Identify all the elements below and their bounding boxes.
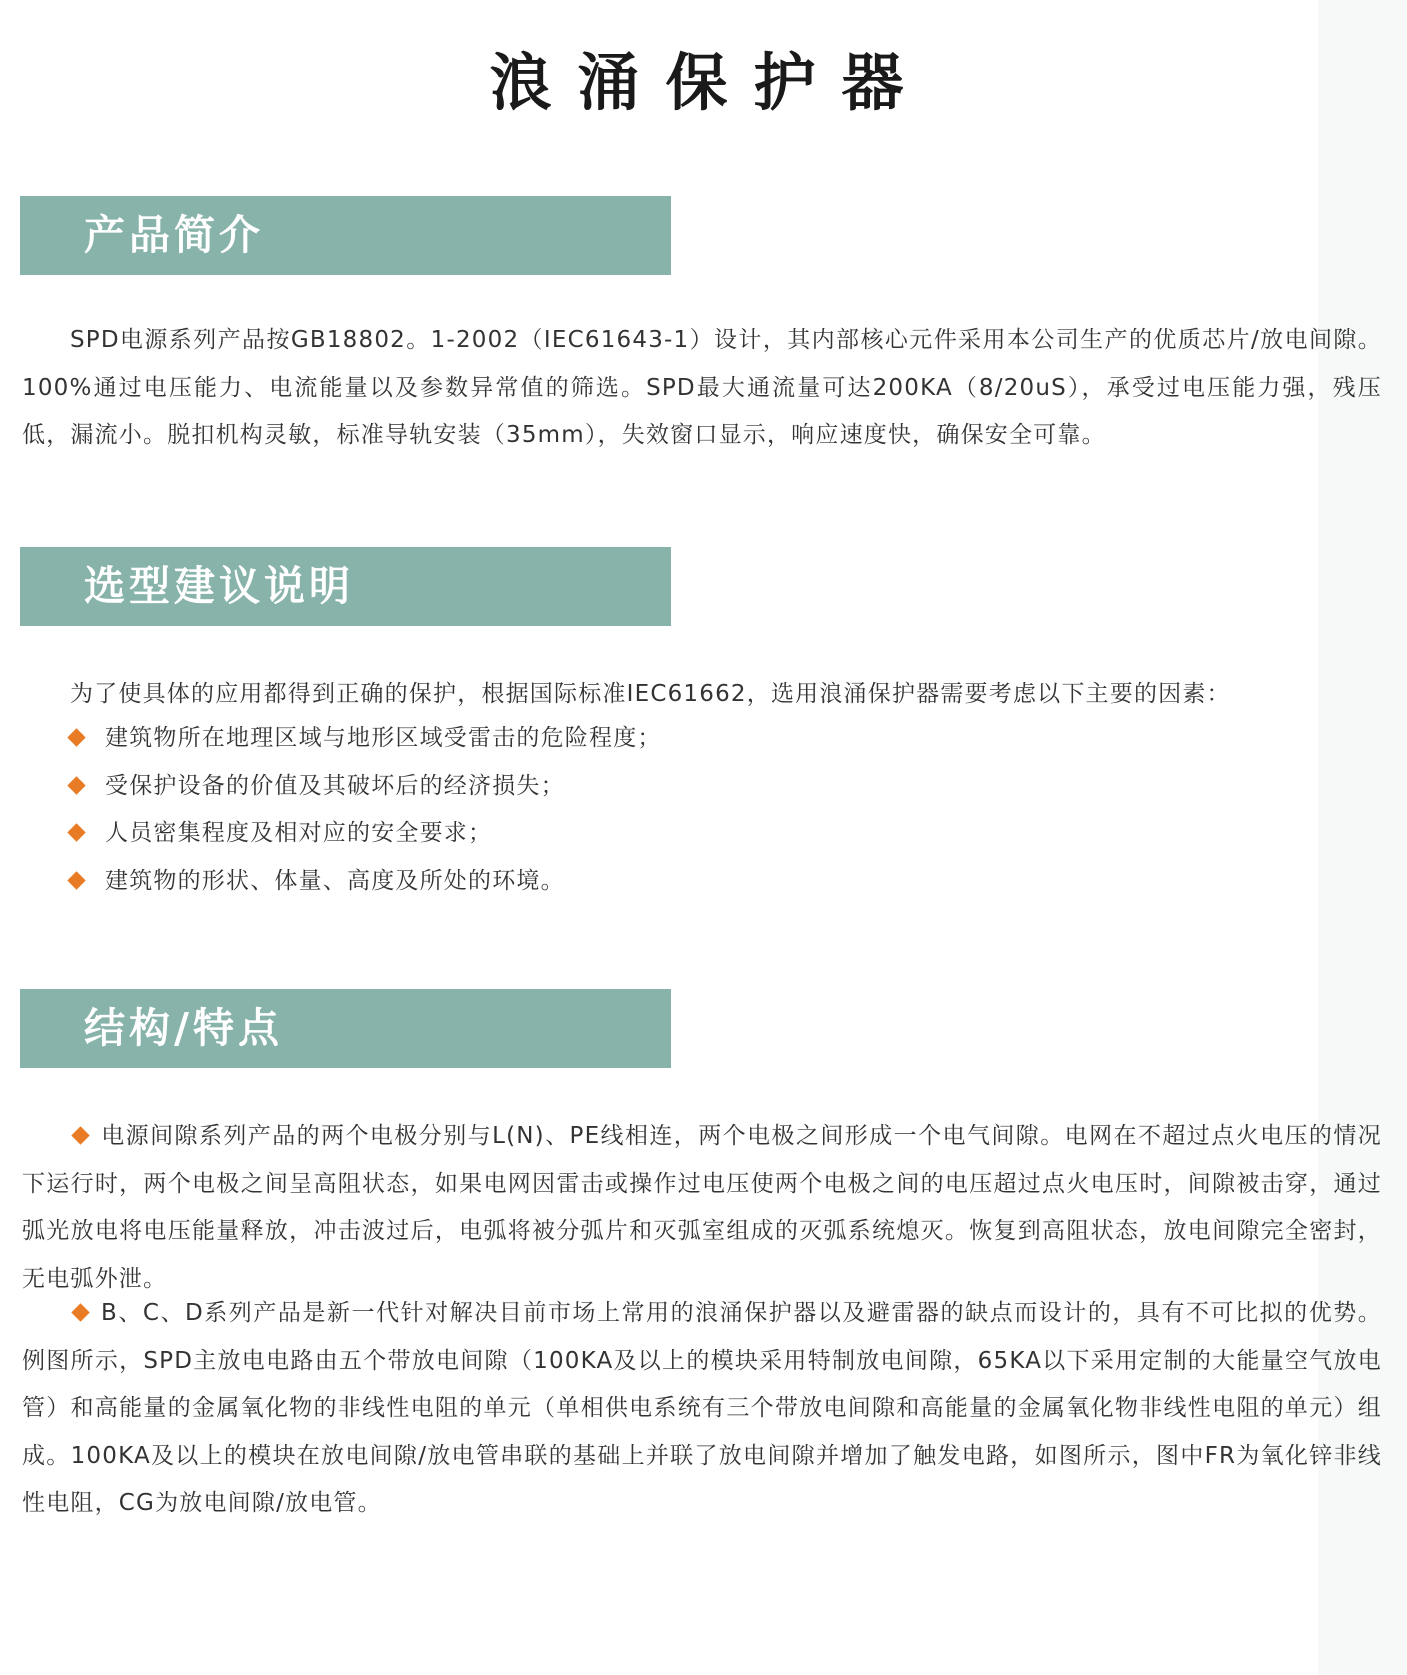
list-item-text: 建筑物的形状、体量、高度及所处的环境。 bbox=[105, 867, 565, 894]
selection-factor-list bbox=[70, 715, 1320, 905]
page-title: 浪涌保护器 bbox=[489, 46, 930, 119]
paragraph-text: 电源间隙系列产品的两个电极分别与L(N)、PE线相连，两个电极之间形成一个电气间隙。电网在不超过点火电压的情况下运行时，两个电极之间呈高阻状态，如果电网因雷击或操作过电压使两个电极之间的电压超过点火电压时，间隙被击穿，通过弧光放电将电压能量释放，冲击波过后，电弧将被分弧片和灭弧室组成的灭弧系统熄灭。恢复到高阻状态，放电间隙完全密封，无电弧外泄。 bbox=[22, 1123, 1382, 1292]
selection-intro: 为了使具体的应用都得到正确的保护，根据国际标准IEC61662，选用浪涌保护器需要考虑以下主要的因素： bbox=[70, 681, 1231, 707]
structure-paragraph-2 bbox=[22, 1290, 1382, 1528]
list-item-text: 人员密集程度及相对应的安全要求； bbox=[105, 820, 493, 846]
list-item-text: 受保护设备的价值及其破坏后的经济损失； bbox=[105, 772, 565, 799]
list-item-text: 建筑物所在地理区域与地形区域受雷击的危险程度； bbox=[105, 725, 662, 751]
diamond-bullet-icon bbox=[67, 776, 85, 794]
section-header-structure bbox=[20, 989, 671, 1068]
section-heading: 产品简介 bbox=[84, 211, 264, 259]
list-item bbox=[70, 715, 1320, 763]
diamond-bullet-icon bbox=[71, 1303, 89, 1321]
section-heading: 结构/特点 bbox=[84, 1004, 283, 1052]
section-header-intro bbox=[20, 196, 671, 275]
structure-paragraph-1 bbox=[22, 1113, 1382, 1303]
diamond-bullet-icon bbox=[67, 871, 85, 889]
diamond-bullet-icon bbox=[67, 823, 85, 841]
diamond-bullet-icon bbox=[71, 1126, 89, 1144]
list-item bbox=[70, 810, 1320, 858]
section-header-selection bbox=[20, 547, 671, 626]
intro-paragraph: SPD电源系列产品按GB18802。1-2002（IEC61643-1）设计，其内部核心元件采用本公司生产的优质芯片/放电间隙。100%通过电压能力、电流能量以及参数异常值的筛选。SPD最大通流量可达200KA（8/20uS），承受过电压能力强，残压低，漏流小。脱扣机构灵敏，标准导轨安装（35mm），失效窗口显示，响应速度快，确保安全可靠。 bbox=[22, 327, 1382, 448]
diamond-bullet-icon bbox=[67, 728, 85, 746]
paragraph-text: B、C、D系列产品是新一代针对解决目前市场上常用的浪涌保护器以及避雷器的缺点而设计的，具有不可比拟的优势。例图所示，SPD主放电电路由五个带放电间隙（100KA及以上的模块采用特制放电间隙，65KA以下采用定制的大能量空气放电管）和高能量的金属氧化物的非线性电阻的单元（单相供电系统有三个带放电间隙和高能量的金属氧化物非线性电阻的单元）组成。100KA及以上的模块在放电间隙/放电管串联的基础上并联了放电间隙并增加了触发电路，如图所示，图中FR为氧化锌非线性电阻，CG为放电间隙/放电管。 bbox=[22, 1300, 1382, 1516]
list-item bbox=[70, 858, 1320, 906]
section-heading: 选型建议说明 bbox=[84, 562, 354, 610]
list-item bbox=[70, 763, 1320, 811]
